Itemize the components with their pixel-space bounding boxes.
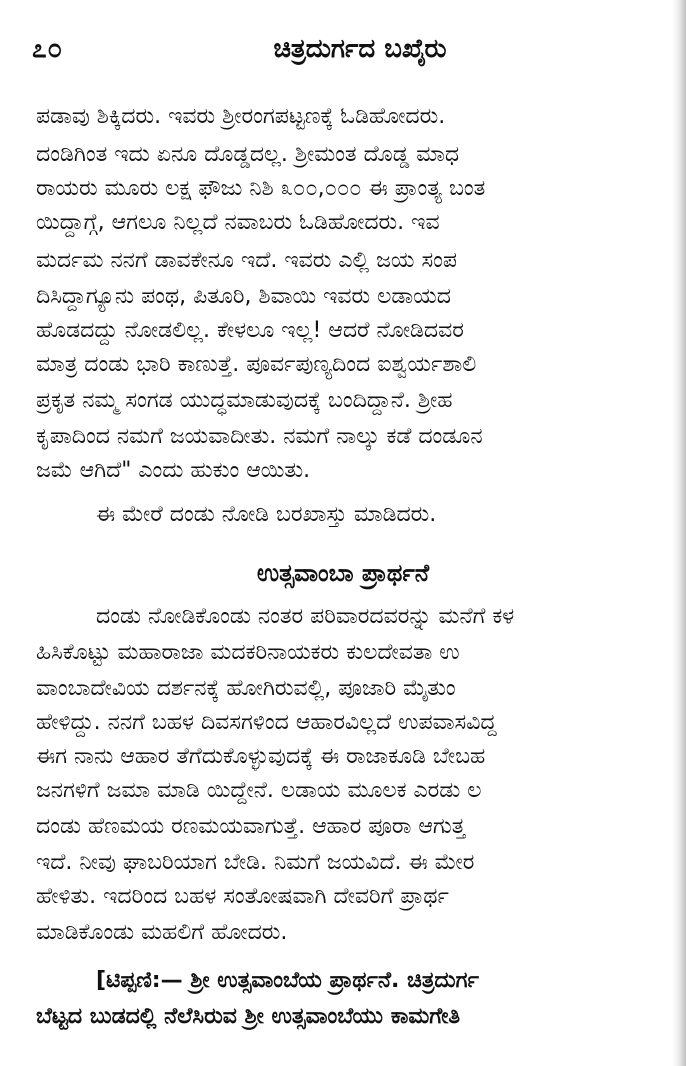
text-line: ಹೇಳಿದ್ದು. ನನಗೆ ಬಹಳ ದಿವಸಗಳಿಂದ ಆಹಾರವಿಲ್ಲದೆ ಉಪವಾಸವಿದ್ದ xyxy=(36,710,497,735)
text-line: ಹೊಡದದ್ದು ನೋಡಲಿಲ್ಲ. ಕೇಳಲೂ ಇಲ್ಲ! ಆದರೆ ನೋಡಿದವರ xyxy=(36,318,464,343)
footnote-line: ಬೆಟ್ಟದ ಬುಡದಲ್ಲಿ ನೆಲೆಸಿರುವ ಶ್ರೀ ಉತ್ಸವಾಂಬೆಯು ಕಾಮಗೇತಿ xyxy=(36,1004,461,1029)
text-line: ದಂಡು ಹೆಣಮಯ ರಣಮಯವಾಗುತ್ತೆ. ಆಹಾರ ಪೂರಾ ಆಗುತ್ತ xyxy=(36,814,466,839)
text-line: ಮಾಡಿಕೊಂಡು ಮಹಲಿಗೆ ಹೋದರು. xyxy=(36,920,288,945)
text-line: ಯಿದ್ದಾಗ್ಗೆ, ಆಗಲೂ ನಿಲ್ಲದೆ ನವಾಬರು ಓಡಿಹೋದರು. ಇವ xyxy=(36,210,440,235)
text-line: ಹೇಳಿತು. ಇದರಿಂದ ಬಹಳ ಸಂತೋಷವಾಗಿ ದೇವರಿಗೆ ಪ್ರಾರ್ಥ xyxy=(36,884,449,909)
text-line: ಮಾತ್ರ ದಂಡು ಭಾರಿ ಕಾಣುತ್ತೆ. ಪೂರ್ವಪುಣ್ಯದಿಂದ ಐಶ್ವರ್ಯಶಾಲಿ xyxy=(36,352,477,377)
page-header xyxy=(0,30,686,70)
footnote-line: [ಟಿಪ್ಪಣಿ:— ಶ್ರೀ ಉತ್ಸವಾಂಬೆಯ ಪ್ರಾರ್ಥನೆ. ಚಿತ್ರದುರ್ಗ xyxy=(96,968,479,993)
text-line: ಜಮೆ ಆಗಿದೆ" ಎಂದು ಹುಕುಂ ಆಯಿತು. xyxy=(36,458,311,483)
section-heading: ಉತ್ಸವಾಂಬಾ ಪ್ರಾರ್ಥನೆ xyxy=(256,559,430,587)
text-line: ಜನಗಳಿಗೆ ಜಮಾ ಮಾಡಿ ಯಿದ್ದೇನೆ. ಲಡಾಯ ಮೂಲಕ ಎರಡು ಲ xyxy=(36,778,482,803)
page-number: ೭೦ xyxy=(32,34,64,64)
text-line: ಹಿಸಿಕೊಟ್ಟು ಮಹಾರಾಜಾ ಮದಕರಿನಾಯಕರು ಕುಲದೇವತಾ ಉ xyxy=(36,640,460,665)
text-line: ದಂಡು ನೋಡಿಕೊಂಡು ನಂತರ ಪರಿವಾರದವರನ್ನು ಮನೆಗೆ ಕಳ xyxy=(96,604,515,629)
book-spine-shadow xyxy=(672,0,686,1066)
text-line: ದಿಸಿದ್ದಾಗ್ಯೂನು ಪಂಥ, ಪಿತೂರಿ, ಶಿವಾಯಿ ಇವರು ಲಡಾಯದ xyxy=(36,284,451,309)
text-line: ಈಗ ನಾನು ಆಹಾರ ತೆಗೆದುಕೊಳ್ಳುವುದಕ್ಕೆ ಈ ರಾಜಾಕೂಡಿ ಬೇಬಹ xyxy=(36,744,486,769)
text-line: ವಾಂಬಾದೇವಿಯ ದರ್ಶನಕ್ಕೆ ಹೋಗಿರುವಲ್ಲಿ, ಪೂಜಾರಿ ಮೈತುಂ xyxy=(36,676,456,701)
text-line: ಮರ್ದಮ ನನಗೆ ಡಾವಕೇನೂ ಇದೆ. ಇವರು ಎಲ್ಲಿ ಜಯ ಸಂಪ xyxy=(36,248,458,273)
text-line: ಇದೆ. ನೀವು ಘಾಬರಿಯಾಗ ಬೇಡಿ. ನಿಮಗೆ ಜಯವಿದೆ. ಈ ಮೇರ xyxy=(36,850,475,875)
text-line: ಕೃಪಾದಿಂದ ನಮಗೆ ಜಯವಾದೀತು. ನಮಗೆ ನಾಲ್ಕು ಕಡೆ ದಂಡೂನ xyxy=(36,424,483,449)
text-line: ಈ ಮೇರೆ ದಂಡು ನೋಡಿ ಬರಖಾಸ್ತು ಮಾಡಿದರು. xyxy=(96,502,437,527)
text-line: ರಾಯರು ಮೂರು ಲಕ್ಷ ಫೌಜು ನಿಶಿ ೩೦೦,೦೦೦ ಈ ಪ್ರಾಂತ್ಯ ಬಂತ xyxy=(36,176,486,201)
text-line: ದಂಡಿಗಿಂತ ಇದು ಏನೂ ದೊಡ್ಡದಲ್ಲ. ಶ್ರೀಮಂತ ದೊಡ್ಡ ಮಾಧ xyxy=(36,142,460,167)
text-line: ಪ್ರಕೃತ ನಮ್ಮ ಸಂಗಡ ಯುದ್ಧಮಾಡುವುದಕ್ಕೆ ಬಂದಿದ್ದಾನೆ. ಶ್ರೀಹ xyxy=(36,388,453,413)
running-title: ಚಿತ್ರದುರ್ಗದ ಬಖೈರು xyxy=(273,34,447,64)
text-line: ಪಡಾವು ಶಿಕ್ಕಿದರು. ಇವರು ಶ್ರೀರಂಗಪಟ್ಟಣಕ್ಕೆ ಓಡಿಹೋದರು. xyxy=(36,104,446,129)
